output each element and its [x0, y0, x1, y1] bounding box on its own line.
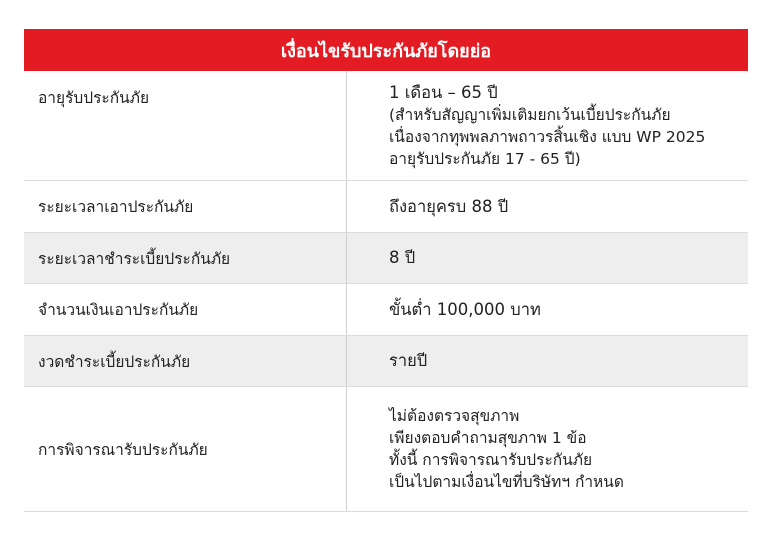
- value-line: ไม่ต้องตรวจสุขภาพ: [389, 407, 520, 425]
- value-line: (สำหรับสัญญาเพิ่มเติมยกเว้นเบี้ยประกันภัย: [389, 106, 671, 124]
- table-row-sum-insured: [24, 284, 748, 336]
- value-line: 8 ปี: [389, 248, 416, 267]
- value-line: เนื่องจากทุพพลภาพถาวรสิ้นเชิง แบบ WP 2025: [389, 128, 706, 146]
- table-row-age: [24, 71, 748, 181]
- row-label-text: การพิจารณารับประกันภัย: [38, 440, 208, 459]
- value-line: 1 เดือน – 65 ปี: [389, 83, 498, 102]
- underwriting-conditions-table: [24, 29, 748, 512]
- value-line: ทั้งนี้ การพิจารณารับประกันภัย: [389, 451, 593, 469]
- value-line: เป็นไปตามเงื่อนไขที่บริษัทฯ กำหนด: [389, 473, 624, 491]
- value-line: อายุรับประกันภัย 17 - 65 ปี): [389, 150, 581, 168]
- row-label-text: งวดชำระเบี้ยประกันภัย: [38, 352, 191, 371]
- row-label: [24, 181, 347, 232]
- row-value: [347, 181, 748, 232]
- value-line: ถึงอายุครบ 88 ปี: [389, 196, 509, 216]
- row-value: [347, 71, 748, 180]
- row-label-text: จำนวนเงินเอาประกันภัย: [38, 301, 199, 319]
- row-label: [24, 284, 347, 335]
- row-value: [347, 336, 748, 386]
- row-label: [24, 233, 347, 283]
- table-row-payment-period: [24, 233, 748, 284]
- row-value: [347, 387, 748, 511]
- value-line: ขั้นต่ำ 100,000 บาท: [389, 299, 541, 319]
- table-row-payment-mode: [24, 336, 748, 387]
- row-value: [347, 284, 748, 335]
- row-label: [24, 336, 347, 386]
- table-row-coverage-period: [24, 181, 748, 233]
- value-line: เพียงตอบคำถามสุขภาพ 1 ข้อ: [389, 429, 587, 447]
- row-label-text: ระยะเวลาเอาประกันภัย: [38, 198, 194, 216]
- row-label-text: ระยะเวลาชำระเบี้ยประกันภัย: [38, 249, 231, 268]
- table-row-underwriting: [24, 387, 748, 512]
- table-header: [24, 29, 748, 71]
- row-label: [24, 387, 347, 511]
- value-line: รายปี: [389, 351, 428, 370]
- table-title: เงื่อนไขรับประกันภัยโดยย่อ: [280, 40, 492, 62]
- row-value: [347, 233, 748, 283]
- row-label: [24, 71, 347, 180]
- row-label-text: อายุรับประกันภัย: [38, 89, 150, 107]
